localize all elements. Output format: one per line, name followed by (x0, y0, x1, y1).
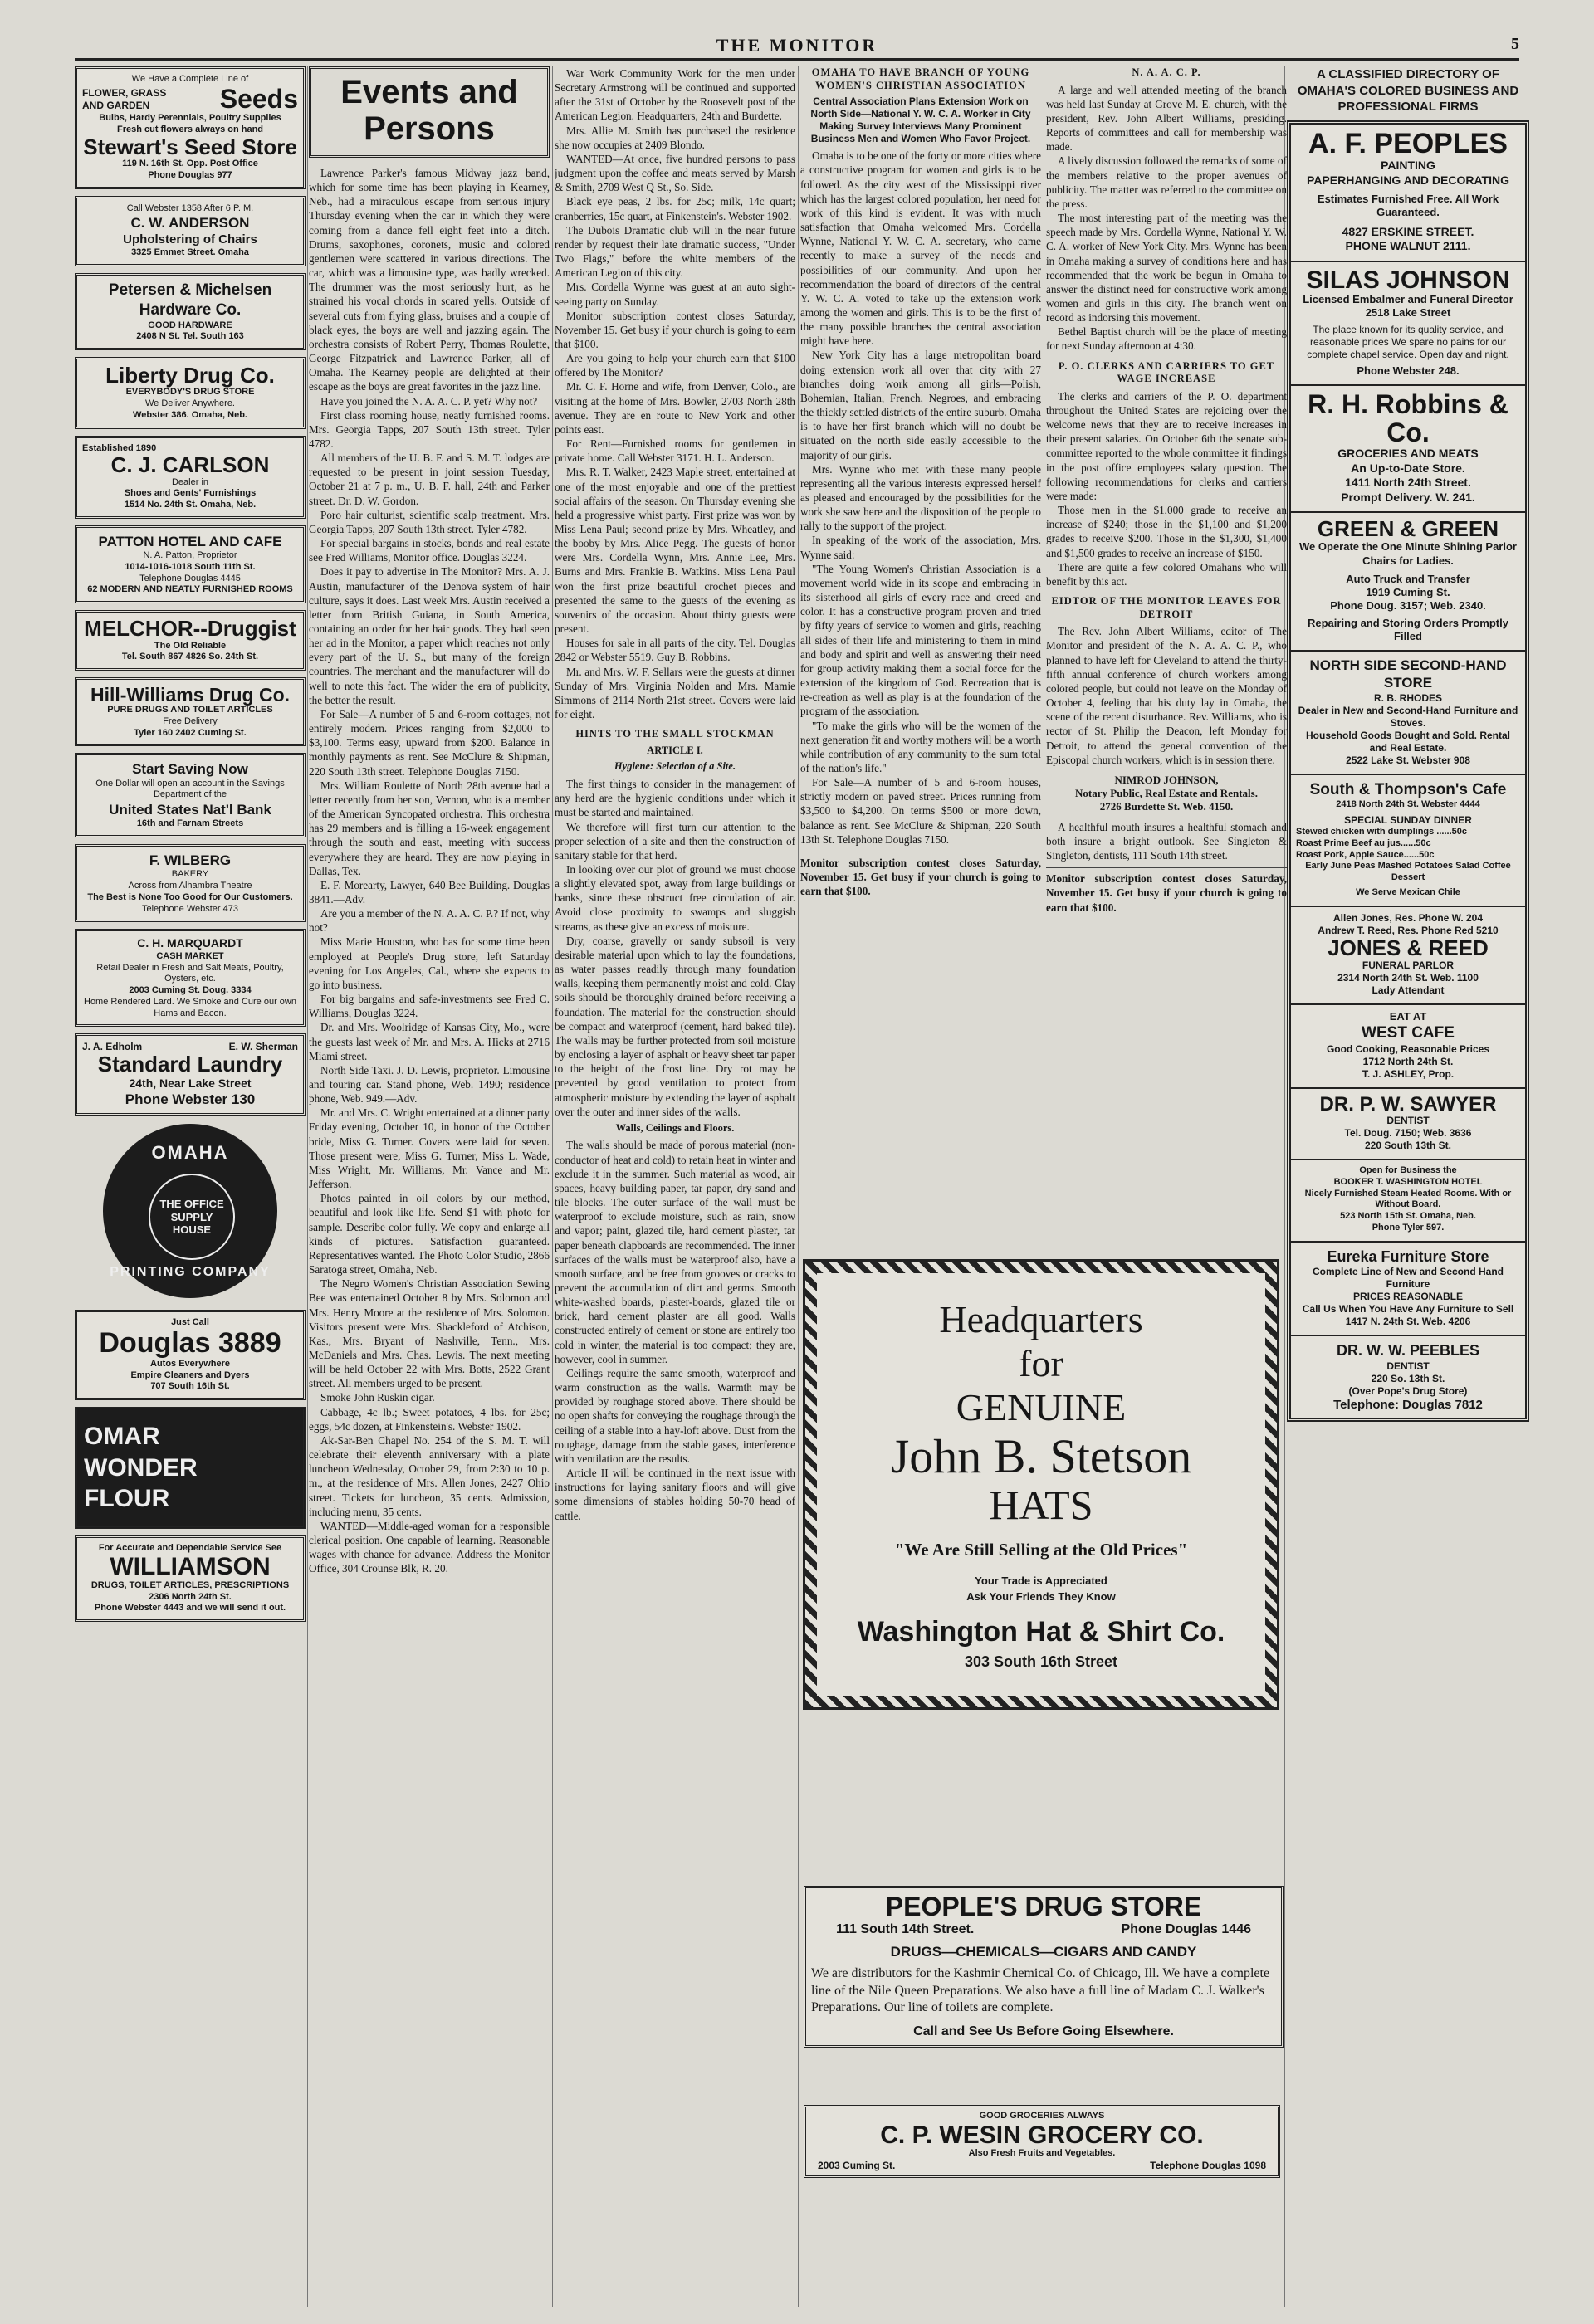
events-banner: Events and Persons (309, 66, 550, 158)
ad-name: C. P. WESIN GROCERY CO. (880, 2121, 1204, 2149)
ad-line: PRICES REASONABLE (1352, 1291, 1464, 1303)
ad-line: AND GARDEN (82, 99, 150, 111)
article-paragraph: Dry, coarse, gravelly or sandy subsoil is very desirable material upon which to lay the foundations, as water passes readily through many foundation walls, keeping them permanently moist and cold. Clay soils should be thoroughly drained before receiving a foundation. The material for the construction should be compact and waterproof (cement, hard baked tile). The walls may be further protected from soil moisture by enclosing a layer of asphalt or heavy sheet tar paper to the height of the frost line. Dry rot may be prevented by good ventilation to protect from atmospheric moisture by extending the layer of asphalt over the outer and inner sides of the walls. (555, 934, 795, 1118)
ad-heading: Seeds (219, 83, 298, 114)
ad-line: Call and See Us Before Going Elsewhere. (913, 2024, 1174, 2039)
ad-line: 2726 Burdette St. Web. 4150. (1099, 799, 1234, 813)
column-4 (800, 66, 1041, 1245)
article-paragraph: For Sale—A number of 5 and 6-room cottages, not entirely modern. Prices ranging from $2,000 to $3,100. Terms easy, upward from $200. Balance in monthly payments as rent. See McClure & Shipman, 220 South 13th street. Telephone Douglas 7150. (309, 707, 550, 778)
ad-line: Free Delivery (163, 715, 218, 726)
ad-line: R. B. RHODES (1373, 691, 1442, 704)
ad-name: NORTH SIDE SECOND-HAND STORE (1309, 657, 1507, 691)
ad-line: Shoes and Gents' Furnishings (124, 488, 257, 499)
ad-line: Bulbs, Hardy Perennials, Poultry Supplies (99, 113, 281, 124)
ad-line: EVERYBODY'S DRUG STORE (125, 387, 255, 398)
ad-heading: United States Nat'l Bank (109, 802, 271, 818)
ad-line: Webster 386. Omaha, Neb. (133, 409, 247, 420)
ad-line: GOOD HARDWARE (148, 320, 232, 330)
column-divider (798, 66, 799, 2307)
ad-line: An Up-to-Date Store. (1351, 461, 1465, 475)
ad-name: DR. P. W. SAWYER (1319, 1092, 1497, 1116)
ad-name: WEST CAFE (1362, 1024, 1455, 1042)
ad-anderson (75, 196, 306, 267)
article-paragraph: In speaking of the work of the association, Mrs. Wynne said: (800, 534, 1041, 561)
ad-melchor-druggist (75, 610, 306, 671)
ad-line: 62 MODERN AND NEATLY FURNISHED ROOMS (87, 584, 293, 595)
ad-line: N. A. Patton, Proprietor (143, 550, 237, 561)
menu-item: Early June Peas Mashed Potatoes Salad Coffee Dessert (1305, 861, 1511, 883)
ad-line: Tyler 160 2402 Cuming St. (134, 727, 247, 738)
column-6-directory (1287, 66, 1529, 1428)
ad-line: We Operate the One Minute Shining Parlor Chairs for Ladies. (1299, 540, 1517, 567)
ad-line: 4827 ERSKINE STREET. (1342, 224, 1474, 238)
ad-name: DR. W. W. PEEBLES (1336, 1342, 1480, 1360)
article-paragraph: Miss Marie Houston, who has for some time been employed at People's Drug store, left Saturday evening for Los Angeles, Cal., where she expects to go into business. (309, 935, 550, 991)
ad-name: Start Saving Now (132, 761, 248, 778)
ad-line: Telephone Douglas 1098 (1150, 2160, 1266, 2171)
article-paragraph: In looking over our plot of ground we must choose a slightly elevated spot, away from large buildings or banks, since these obstruct free circulation of air. Avoid close proximity to swamps and sluggish streams, as these give an excess of moisture. (555, 863, 795, 933)
ad-line: Allen Jones, Res. Phone W. 204 (1332, 911, 1484, 924)
ad-line: 220 South 13th St. (1364, 1140, 1452, 1152)
article-paragraph: Does it pay to advertise in The Monitor? Mrs. A. J. Austin, manufacturer of the Denova system of hair culture, says it does. Last week Mrs. Austin received a letter from British Guiana, in South America, containing an order for her hair goods. They had seen her ad in the Monitor, a paper which reaches not only every part of the U. S., but many of the foreign countries. The merchant and the manufacturer will do well to note this fact. The wider the era of publicity, the better the result. (309, 565, 550, 706)
ad-name: South & Thompson's Cafe (1309, 780, 1507, 798)
article-paragraph: Omaha is to be one of the forty or more cities where a constructive program for women and girls is to be followed. As the city west of the Mississippi river which has the largest colored population, her need for work of this kind is evident. It was with much satisfaction that Omaha welcomed Mrs. Cordella Wynne, National Y. W. C. A. secretary, who came recently to make a survey of the needs and possibilities of our community. And upon her recommendation the board of directors of the central Y. W. C. A. voted to take up the extension work among the women and girls. This is to be the first of the many possible branches the central association might have here. (800, 149, 1041, 348)
stockman-headline: HINTS TO THE SMALL STOCKMAN (575, 728, 775, 740)
ad-omar-flour (75, 1407, 306, 1529)
ad-carlson (75, 436, 306, 519)
ad-line: Phone Tyler 597. (1372, 1222, 1445, 1233)
ad-name: PATTON HOTEL AND CAFE (98, 533, 282, 549)
ad-line: Retail Dealer in Fresh and Salt Meats, Poultry, Oysters, etc. (96, 962, 284, 984)
column-2-events (309, 66, 550, 2307)
ad-empire-cleaners (75, 1310, 306, 1400)
directory-heading: A CLASSIFIED DIRECTORY OF OMAHA'S COLORED BUSINESS AND PROFESSIONAL FIRMS (1297, 67, 1519, 114)
menu-item: Stewed chicken with dumplings ......50c (1296, 827, 1467, 837)
ad-body: We are distributors for the Kashmir Chemical Co. of Chicago, Ill. We have a complete line of the Nile Queen Preparations. We also have a full line of Madam C. J. Walker's Preparations. Our line of toilets are complete. (811, 1965, 1270, 2015)
naacp-headline: N. A. A. C. P. (1132, 66, 1201, 78)
ad-line: GOOD GROCERIES ALWAYS (979, 2111, 1105, 2121)
ad-line: 2418 North 24th St. Webster 4444 (1336, 799, 1480, 810)
ad-line: Telephone Webster 473 (142, 903, 238, 914)
ad-line: The Best is None Too Good for Our Customers. (87, 891, 293, 902)
ad-line: 2003 Cuming St. Doug. 3334 (129, 985, 252, 996)
ad-name: John B. Stetson (890, 1428, 1192, 1483)
article-paragraph: Dr. and Mrs. Woolridge of Kansas City, Mo., were the guests last week of Mr. and Mrs. A. Hicks at 2716 Miami street. (309, 1021, 550, 1062)
ywca-article (800, 149, 1041, 847)
ad-name: GREEN & GREEN (1317, 516, 1499, 542)
ad-line: Lady Attendant (1372, 984, 1445, 996)
ad-line: Fresh cut flowers always on hand (116, 124, 264, 135)
article-paragraph: "To make the girls who will be the women of the next generation fit and worthy mothers will be a worth while contribution of any community to the sum total of the nation's life." (800, 719, 1041, 774)
ad-heading: for (1019, 1341, 1063, 1384)
ad-line: Upholstering of Chairs (123, 232, 257, 247)
ad-line: 2306 North 24th St. (149, 1591, 232, 1602)
article-paragraph: For Sale—A number of 5 and 6-room houses, strictly modern on paved street. Prices running from $3,500 to $4,200. On terms $500 or more down, balance as rent. See McClure & Shipman, 220 South 13th St. Telephone Douglas 7150. (800, 776, 1041, 846)
article-paragraph: The first things to consider in the management of any herd are the hygienic conditions under which it must be started and maintained. (555, 778, 795, 819)
ad-line: Estimates Furnished Free. All Work Guaranteed. (1317, 193, 1499, 219)
article-paragraph: "The Young Women's Christian Association is a movement world wide in its scope and embracing in its sisterhood all girls of every race and creed and color. It has a constructive program proven and tried by fifty years of service to women and girls, reaching all sides of their life and ministering to them in mind and body and spirit and well as answering their need for group activity making them a social force for the extension of the kingdom of God. Recreation that is re-creation as well as play is at the foundation of the program of the association. (800, 562, 1041, 718)
ad-line: We Have a Complete Line of (131, 74, 249, 84)
ad-line: 111 South 14th Street. (836, 1921, 975, 1936)
ad-wilberg-bakery (75, 844, 306, 922)
ad-line: Telephone Douglas 4445 (139, 573, 241, 583)
contest-notice: Monitor subscription contest closes Saturday, November 15. Get busy if your church is going to earn that $100. (800, 852, 1041, 898)
ad-name: R. H. Robbins & Co. (1308, 388, 1508, 447)
article-paragraph: The Dubois Dramatic club will in the near future render by request their late dramatic success, "Under Two Flags," before the white members of the American Legion of this city. (555, 223, 795, 280)
article-paragraph: Mr. and Mrs. W. F. Sellars were the guests at dinner Sunday of Mrs. Virginia Nolden and Mrs. Mamie Simmons of 2114 North 21st street. Covers were laid for eight. (555, 665, 795, 721)
seal-text: OMAHA (151, 1142, 229, 1164)
ad-line: Tel. Doug. 7150; Web. 3636 (1344, 1127, 1472, 1140)
editor-headline: EIDTOR OF THE MONITOR LEAVES FOR DETROIT (1051, 595, 1282, 620)
ad-line: The Old Reliable (154, 640, 227, 651)
ad-line: Autos Everywhere (150, 1358, 230, 1369)
ad-line: J. A. Edholm (82, 1041, 143, 1053)
ad-line: Tel. South 867 4826 So. 24th St. (121, 652, 259, 662)
ad-line: Phone Douglas 1446 (1121, 1921, 1251, 1936)
ad-name: Eureka Furniture Store (1327, 1247, 1489, 1265)
article-paragraph: Mrs. William Roulette of North 28th avenue had a letter recently from her son, Vernon, who is a member of the American Syncopated orchestra. This orchestra has 29 members and is filling a 16-week engagement through the south and east, meeting with success everywhere they are heard. They are now playing in Dallas, Tex. (309, 779, 550, 877)
ad-line: PAPERHANGING AND DECORATING (1307, 173, 1509, 187)
article-paragraph: Photos painted in oil colors by our method, beautiful and look like life. Send $1 with photo for sample. Describe color fully. We copy and enlarge all kinds of pictures. Satisfaction guaranteed. Representatives wanted. The Photo Color Studio, 2866 Saratoga street, Omaha, Neb. (309, 1192, 550, 1277)
ad-name: C. W. ANDERSON (130, 215, 250, 232)
ad-line: 119 N. 16th St. Opp. Post Office (122, 159, 258, 169)
ad-line: Open for Business the (1359, 1165, 1457, 1176)
ad-line: (Over Pope's Drug Store) (1348, 1384, 1468, 1397)
ad-heading: Headquarters (939, 1298, 1143, 1340)
ad-line: 523 North 15th St. Omaha, Neb. (1340, 1211, 1476, 1222)
article-paragraph: There are quite a few colored Omahans who will benefit by this act. (1046, 560, 1287, 588)
ad-name: BOOKER T. WASHINGTON HOTEL (1333, 1176, 1483, 1187)
ad-heading: HATS (989, 1482, 1093, 1529)
ad-line: 303 South 16th Street (964, 1653, 1118, 1670)
ad-line: PURE DRUGS AND TOILET ARTICLES (107, 705, 273, 715)
ad-line: Nicely Furnished Steam Heated Rooms. With or Without Board. (1304, 1188, 1512, 1210)
ad-peoples-drug-store (804, 1886, 1284, 2048)
ad-line: The place known for its quality service, and reasonable prices We spare no pains for our complete chapel service. Open day and night. (1307, 323, 1509, 360)
article-paragraph: War Work Community Work for the men under Secretary Armstrong will be continued and supported after the 31st of October by the Roosevelt post of the American Legion. Headquarters, 24th and Burdette. (555, 67, 795, 123)
ad-name: A. F. PEOPLES (1308, 127, 1508, 159)
ad-standard-laundry (75, 1033, 306, 1116)
ad-us-national-bank (75, 753, 306, 837)
article-paragraph: Lawrence Parker's famous Midway jazz band, which for some time has been playing in Kearney, Neb., had a miraculous escape from serious injury Thursday evening when the car in which they were coming from a dance fell eight feet into a ditch. Drums, saxophones, coronets, music and colored gentlemen were scattered in various directions. The car, which was a limousine type, was badly wrecked. The drummer was the most seriously hurt, as he strained his vocal chords in scared yells. Outside of several cuts from flying glass, bruises and a couple of black eyes, the boys are well and jazzing again. The orchestra consists of Robert Perry, Thomas Roulette, George Fitzpatrick and Lawrence Parker, all of Omaha. The Kearney people are delighted at their escape as the boys are great favorites in the jazz line. (309, 167, 550, 393)
article-paragraph: The clerks and carriers of the P. O. department throughout the United States are rejoicing over the welcome news that they are to receive increases in their present salaries. On October 6th the senate sub-committee reported to the whole committee it findings in the post office employees salary question. The following recommendations for clerks and carriers were made: (1046, 389, 1287, 502)
ad-line: 1014-1016-1018 South 11th St. (125, 561, 256, 572)
ad-line: Telephone: Douglas 7812 (1333, 1397, 1483, 1412)
ad-line: 2408 N St. Tel. South 163 (136, 331, 244, 342)
ad-line: Call Us When You Have Any Furniture to Sell (1302, 1303, 1514, 1316)
ad-line: Household Goods Bought and Sold. Rental and Real Estate. (1306, 729, 1510, 754)
ad-name: Douglas 3889 (99, 1327, 281, 1360)
article-paragraph: E. F. Morearty, Lawyer, 640 Bee Building. Douglas 3841.—Adv. (309, 878, 550, 906)
stockman-article (555, 777, 795, 1119)
article-paragraph: The most interesting part of the meeting was the speech made by Mrs. Cordella Wynne, National Y. W. C. A. worker of New York City. Mrs. Wynne has been in Omaha making a survey of conditions here and has recommended that the work be begun in Omaha to answer the distinct need for constructive work among women and girls in this city. The branch went on record as indorsing this movement. (1046, 212, 1287, 325)
ad-nimrod-johnson (1046, 774, 1287, 813)
naacp-article (1046, 83, 1287, 354)
ad-name: WILLIAMSON (110, 1553, 271, 1581)
ad-line: Ask Your Friends They Know (966, 1589, 1116, 1603)
article-paragraph: Ak-Sar-Ben Chapel No. 254 of the S. M. T. will celebrate their eleventh anniversary with a plate luncheon Wednesday, October 29, from 2:30 to 10 p. m., at the residence of Mrs. Allen Jones, 2427 Ohio street. Tickets for luncheon, 35 cents. Admission, including menu, 35 cents. (309, 1433, 550, 1518)
menu-item: Roast Pork, Apple Sauce......50c (1296, 849, 1435, 860)
column-1-ads (75, 66, 306, 1628)
ad-line: Phone Webster 130 (125, 1091, 256, 1108)
ad-name: SILAS JOHNSON (1306, 266, 1510, 294)
masthead-rule (75, 58, 1519, 61)
ad-line: Call Webster 1358 After 6 P. M. (126, 203, 254, 213)
article-paragraph: WANTED—At once, five hundred persons to pass judgment upon the coffee and meats served by Marsh & Smith, 2709 West Q St., So. Side. (555, 152, 795, 194)
article-paragraph: For special bargains in stocks, bonds and real estate see Fred Williams, Monitor office. Douglas 3224. (309, 537, 550, 564)
article-paragraph: The walls should be made of porous material (non-conductor of heat and cold) to retain heat in winter and exclude it in the summer. Such material as wood, air spaces, heavy building paper, tar paper, dry sand and tile blocks. The outer surface of the wall must be waterproof to exclude moisture, such as rain, snow and vapor; paint, glazed tile, hard cement plaster, tar paper beneath clapboards are recommended. The inner surfaces of the walls must be waterproof also, have a smooth surface, and be free from grooves or cracks to prevent the accumulation of dirt and germs. Smooth white-washed boards, plaster-boards, glazed tile or brick, hard cement plaster are all good. Walls constructed entirely of cement or stone are entirely too cold in winter, the material is too compact; they are, however, cool in summer. (555, 1139, 795, 1365)
ad-name: Hill-Williams Drug Co. (90, 684, 291, 706)
ad-line: FUNERAL PARLOR (1362, 959, 1455, 971)
po-headline: P. O. CLERKS AND CARRIERS TO GET WAGE INCREASE (1058, 359, 1275, 385)
ad-line: DENTIST (1386, 1360, 1430, 1372)
ad-line: 2003 Cuming St. (818, 2160, 896, 2171)
ad-name: Petersen & Michelsen Hardware Co. (108, 281, 272, 319)
article-paragraph: WANTED—Middle-aged woman for a responsible clerical position. One capable of learning. Reasonable wages with chance for advance. Address the Monitor Office, 304 Crounse Blk, R. 20. (309, 1519, 550, 1575)
ad-name: Stewart's Seed Store (83, 134, 297, 159)
article-paragraph: For big bargains and safe-investments see Fred C. Williams, Douglas 3224. (309, 993, 550, 1020)
ad-line: 1712 North 24th St. (1362, 1055, 1454, 1067)
article-paragraph: Houses for sale in all parts of the city. Tel. Douglas 2842 or Webster 5519. Guy B. Robbins. (555, 637, 795, 664)
article-paragraph: For Rent—Furnished rooms for gentlemen in private home. Call Webster 3171. H. L. Anderson. (555, 437, 795, 465)
article-paragraph: We therefore will first turn our attention to the proper selection of a site and then the construction of sanitary stable for that herd. (555, 820, 795, 862)
ad-line: Dealer in New and Second-Hand Furniture and Stoves. (1298, 704, 1518, 729)
ad-line: FLOWER, GRASS (82, 86, 167, 99)
article-paragraph: Are you going to help your church earn that $100 offered by The Monitor? (555, 352, 795, 379)
ad-line: PAINTING (1381, 159, 1435, 173)
ad-line: One Dollar will open an account in the Savings Department of the (95, 778, 285, 800)
ad-line: Notary Public, Real Estate and Rentals. (1075, 786, 1258, 799)
ad-line: Phone Doug. 3157; Web. 2340. (1330, 599, 1486, 613)
ad-name: MELCHOR--Druggist (84, 616, 296, 642)
ywca-headline: OMAHA TO HAVE BRANCH OF YOUNG WOMEN'S CHRISTIAN ASSOCIATION (811, 66, 1030, 91)
ad-name: JONES & REED (1328, 935, 1489, 960)
ad-line: 2314 North 24th St. Web. 1100 (1337, 971, 1479, 984)
seal-center-text: THE OFFICE SUPPLY HOUSE (149, 1174, 235, 1260)
column-5 (1046, 66, 1287, 1245)
article-paragraph: Smoke John Ruskin cigar. (320, 1391, 435, 1404)
local-notes (555, 66, 795, 721)
ad-name: C. J. CARLSON (110, 452, 270, 478)
ad-line: DRUGS, TOILET ARTICLES, PRESCRIPTIONS (90, 1579, 290, 1590)
ad-line: Good Cooking, Reasonable Prices (1326, 1042, 1490, 1055)
ad-line: 3325 Emmet Street. Omaha (131, 247, 249, 258)
ad-line: 1411 North 24th Street. (1345, 476, 1471, 490)
ad-line: Phone Webster 4443 and we will send it out. (94, 1603, 286, 1614)
article-paragraph: Mrs. Wynne who met with these many people representing all the various interests expressed herself as pleased and encouraged by the possibilities for the work she saw here and the disposition of the people to rally to the support of the project. (800, 462, 1041, 533)
ad-line: E. W. Sherman (228, 1041, 298, 1053)
column-divider (307, 66, 308, 2307)
ad-line: BAKERY (171, 869, 209, 880)
article-paragraph: All members of the U. B. F. and S. M. T. lodges are requested to be present in joint session Tuesday, October 21 at 7 p. m., U. B. F. hall, 24th and Parker street. Dr. D. W. Gordon. (309, 452, 550, 507)
seal-text: PRINTING COMPANY (110, 1265, 271, 1280)
ad-line: 220 So. 13th St. (1371, 1372, 1445, 1384)
article-paragraph: The Rev. John Albert Williams, editor of The Monitor and president of the N. A. A. C. P., who planned to have left for Cleveland to attend the thirty-fifth annual conference of church workers among colored people, but could not leave on the Monday of October 4, feeling that his duty lay in Omaha, the scene of the recent disturbance. Rev. Williams, who is rector of St. Philip the Deacon, left Monday for Detroit, to attend the general convention of the Episcopal church workers, which is in session there. (1046, 625, 1287, 766)
article-paragraph: Mrs. Cordella Wynne was guest at an auto sight-seeing party on Sunday. (555, 281, 795, 308)
ad-firm: Washington Hat & Shirt Co. (857, 1615, 1225, 1648)
ad-line: 16th and Farnam Streets (136, 818, 244, 829)
ad-line: Phone Webster 248. (1357, 364, 1460, 377)
article-paragraph: Poro hair culturist, scientific scalp treatment. Mrs. Georgia Tapps, 207 South 13th street. Tyler 4782. (309, 508, 550, 535)
ad-name: C. H. MARQUARDT (137, 936, 243, 950)
ad-line: Phone Douglas 977 (148, 169, 232, 180)
editor-article (1046, 624, 1287, 767)
ad-line: 707 South 16th St. (150, 1381, 230, 1392)
ad-line: Across from Alhambra Theatre (128, 881, 252, 891)
ad-line: Home Rendered Lard. We Smoke and Cure our own Hams and Bacon. (84, 996, 296, 1018)
printing-company-seal (103, 1124, 277, 1298)
ad-line: 1919 Cuming St. (1366, 586, 1450, 599)
ad-stewarts-seed-store (75, 66, 306, 189)
stockman-article-walls (555, 1138, 795, 1522)
ad-line: 2518 Lake Street (1365, 306, 1451, 320)
article-paragraph: Ceilings require the same smooth, waterproof and warm construction as the walls. Warmth may be provided by roughage stored above. There should be no open shafts for conveying the roughage through the ceiling of a stable into a hay-loft above. Dust from the roughage, damage from the stable gases, interference with ventilation are the results. (555, 1366, 795, 1465)
article-paragraph: North Side Taxi. J. D. Lewis, proprietor. Limousine and touring car. Stand phone, Web. 1490; residence phone, Web. 949.—Adv. (309, 1063, 550, 1106)
stockman-article-number: ARTICLE I. (647, 744, 703, 756)
article-paragraph: A healthful mouth insures a healthful stomach and both insure a bright outlook. See Singleton & Singleton, dentists, 111 South 14th street. (1046, 820, 1287, 862)
ad-name: F. WILBERG (149, 852, 232, 869)
ad-williamson (75, 1536, 306, 1623)
article-paragraph: Cabbage, 4c lb.; Sweet potatoes, 4 lbs. for 25c; eggs, 54c dozen, at Finkenstein's. Webster 1902. (309, 1405, 550, 1433)
ad-liberty-drug (75, 357, 306, 429)
ad-name: NIMROD JOHNSON, (1114, 773, 1219, 786)
paper-title: THE MONITOR (716, 35, 878, 56)
ad-hill-williams-drug (75, 677, 306, 746)
ad-line: DRUGS—CHEMICALS—CIGARS AND CANDY (890, 1943, 1197, 1960)
article-paragraph: Monitor subscription contest closes Saturday, November 15. Get busy if your church is going to earn that $100. (555, 309, 795, 350)
ad-line: Just Call (171, 1317, 209, 1328)
stockman-subhead: Hygiene: Selection of a Site. (614, 760, 736, 773)
article-paragraph: Bethel Baptist church will be the place of meeting for next Sunday afternoon at 4:30. (1046, 325, 1287, 353)
ad-line: Empire Cleaners and Dyers (130, 1370, 250, 1380)
ad-line: EAT AT (1389, 1009, 1427, 1023)
ad-line: PHONE WALNUT 2111. (1345, 239, 1471, 253)
ad-name: Liberty Drug Co. (105, 363, 275, 388)
ad-stetson-hats (800, 1253, 1282, 1716)
column-3 (555, 66, 795, 2307)
ad-line: 1514 No. 24th St. Omaha, Neb. (124, 500, 257, 510)
menu-item: Roast Prime Beef au jus......50c (1296, 837, 1431, 848)
ad-marquardt-market (75, 929, 306, 1027)
article-paragraph: A large and well attended meeting of the branch was held last Sunday at Grove M. E. church, with the president, Rev. John Albert Williams, presiding. Reports of committees and call for membership was made. (1046, 83, 1287, 154)
ad-line: Andrew T. Reed, Res. Phone Red 5210 (1318, 924, 1499, 936)
article-paragraph: Mr. and Mrs. C. Wright entertained at a dinner party Friday evening, October 10, in honor of the October bride, Miss G. Turner. Covers were laid for seven. Those present were, Miss G. Turner, Miss L. Wade, Miss Wright, Mr. Williams, Mr. Vance and Mr. Jefferson. (309, 1106, 550, 1191)
ad-line: Established 1890 (82, 442, 157, 453)
dentist-note (1046, 820, 1287, 862)
article-paragraph: Have you joined the N. A. A. C. P. yet? Why not? (320, 394, 538, 408)
po-article (1046, 389, 1287, 588)
stockman-subhead-walls: Walls, Ceilings and Floors. (615, 1121, 735, 1134)
ad-line: DENTIST (1386, 1115, 1430, 1127)
article-paragraph: Mr. C. F. Horne and wife, from Denver, Colo., are visiting at the home of Mrs. Bowler, 2703 North 28th avenue. They are en route to New York and other points east. (555, 380, 795, 436)
ad-line: SPECIAL SUNDAY DINNER (1344, 814, 1472, 827)
ad-line: Also Fresh Fruits and Vegetables. (968, 2148, 1116, 2159)
article-paragraph: Those men in the $1,000 grade to receive an increase of $240; those in the $1,100 and $1,200 grades to receive $200. Those in the $1,300, $1,400 and $1,500 grades to receive an increase of $150. (1046, 504, 1287, 559)
ywca-subhead: Central Association Plans Extension Work on North Side—National Y. W. C. A. Worker in City Making Survey Interviews Many Prominent Business Men and Women Who Favor Project. (810, 95, 1031, 145)
article-paragraph: First class rooming house, neatly furnished rooms. Mrs. Georgia Tapps, 207 South 13th street. Tyler 4782. (309, 408, 550, 450)
article-paragraph: Mrs. Allie M. Smith has purchased the residence she now occupies at 2409 Blondo. (555, 124, 795, 151)
ad-heading: GENUINE (956, 1385, 1127, 1428)
ad-line: For Accurate and Dependable Service See (98, 1542, 282, 1553)
ad-line: Repairing and Storing Orders Promptly Filled (1308, 616, 1508, 642)
contest-notice: Monitor subscription contest closes Saturday, November 15. Get busy if your church is going to earn that $100. (1046, 867, 1287, 914)
events-article (309, 166, 550, 1575)
column-divider (552, 66, 553, 2307)
page-number: 5 (1511, 35, 1519, 53)
ad-name: OMAR WONDER FLOUR (84, 1423, 198, 1513)
ad-line: Prompt Delivery. W. 241. (1341, 490, 1475, 504)
article-paragraph: Article II will be continued in the next issue with instructions for laying sanitary floors and will give some dimensions of stables holding 50-70 head of cattle. (555, 1467, 795, 1522)
ad-line: Complete Line of New and Second Hand Furniture (1312, 1266, 1504, 1291)
article-paragraph: Mrs. R. T. Walker, 2423 Maple street, entertained at one of the most enjoyable and one of the prettiest social affairs of the season. On Thursday evening she held a progressive whist party. First prize was won by Miss Lena Paul; second prize by Mrs. Wheatley, and the booby by Mrs. Alice Pegg. The guests of honor were Mrs. Cordella Wynn, Mrs. Annie Lee, Mrs. Burns and Mrs. Frankie B. Watkins. Miss Lena Paul won the first prize beautiful crochet pieces and presented the same to the guests of the evening as souvenirs of the occasion. About thirty guests were present. (555, 466, 795, 636)
ad-line: GROCERIES AND MEATS (1337, 447, 1479, 461)
ad-name: PEOPLE'S DRUG STORE (885, 1892, 1202, 1921)
masthead (75, 35, 1519, 58)
ad-line: 1417 N. 24th St. Web. 4206 (1345, 1316, 1471, 1328)
article-paragraph: Black eye peas, 2 lbs. for 25c; milk, 14c quart; cranberries, 15c quart, at Finkenstein's. Webster 1902. (555, 195, 795, 222)
article-paragraph: A lively discussion followed the remarks of some of the members relative to the proper avenues of publicity. The matter was referred to the committee on the press. (1046, 154, 1287, 210)
ad-name: Standard Laundry (97, 1052, 283, 1077)
ad-petersen-hardware (75, 273, 306, 350)
article-paragraph: New York City has a large metropolitan board doing extension work all over that city with 27 branches doing work among all girls—Polish, Bohemian, Italian, French, Negroes, and embracing the thickly settled districts of the entire suburb. Omaha is to have her first branch which will no doubt be situated on the north side easily accessible to the majority of our girls. (800, 349, 1041, 461)
ad-line: Your Trade is Appreciated (975, 1575, 1107, 1588)
article-paragraph: The Negro Women's Christian Association Sewing Bee was entertained October 8 by Mrs. Solomon and Mrs. Henry Moore at the residence of Mrs. Solomon. Visitors present were Mrs. Shackleford of Atchison, Kas., Mrs. Bryant of Nashville, Tenn., Mrs. McDaniels and Mrs. Chas. Lewis. The next meeting will be held October 22 with Mrs. Botts, 2522 Grant street. All members urged to be present. (309, 1277, 550, 1390)
ad-line: 24th, Near Lake Street (129, 1076, 252, 1090)
ad-af-peoples (1287, 120, 1529, 1423)
ad-line: Dealer in (171, 476, 209, 487)
ad-patton-hotel (75, 525, 306, 603)
ad-line: T. J. ASHLEY, Prop. (1362, 1067, 1455, 1080)
ad-quote: "We Are Still Selling at the Old Prices" (894, 1540, 1188, 1560)
ad-line: CASH MARKET (156, 950, 224, 961)
ad-line: Auto Truck and Transfer (1346, 572, 1470, 585)
ad-line: 2522 Lake St. Webster 908 (1346, 754, 1470, 766)
ad-wesin-grocery (804, 2105, 1280, 2178)
article-paragraph: Are you a member of the N. A. A. C. P.? If not, why not? (309, 907, 550, 935)
ad-line: Licensed Embalmer and Funeral Director (1303, 293, 1513, 306)
ad-line: We Serve Mexican Chile (1356, 886, 1460, 897)
ad-line: We Deliver Anywhere. (144, 398, 235, 409)
